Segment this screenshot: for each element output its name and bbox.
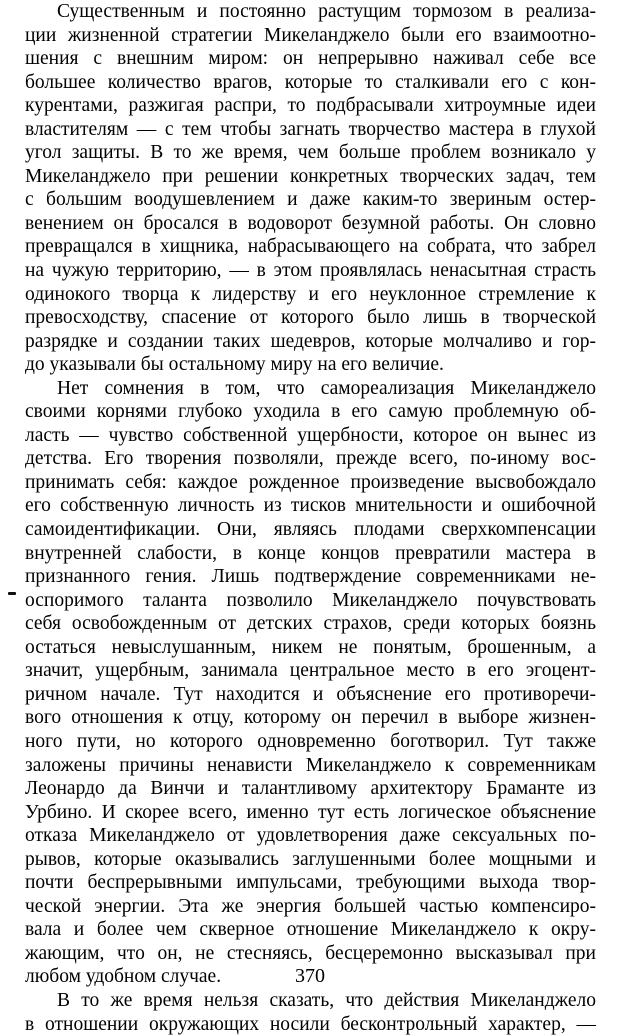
text-line: детства. Его творения позволяли, прежде всего, по-иному вос-	[25, 448, 596, 470]
text-line: венением он бросался в водоворот безумной работы. Он словно	[25, 212, 596, 234]
text-line: шения с внешним миром: он непрерывно наживал себе все	[25, 48, 596, 70]
text-line: Урбино. И скорее всего, именно тут есть логическое объяснение	[25, 801, 596, 823]
text-line: на чужую территорию, — в этом проявлялась ненасытная страсть	[25, 260, 596, 282]
text-line: ласть — чувство собственной ущербности, которое он вынес из	[25, 424, 596, 446]
body-text	[25, 0, 596, 1036]
text-line: Нет сомнения в том, что самореализация Микеланджело	[57, 377, 596, 399]
margin-mark	[8, 592, 16, 595]
text-line: в отношении окружающих носили бесконтрольный характер, —	[25, 1013, 596, 1035]
text-line: принимать себя: каждое рожденное произведение высвобождало	[25, 471, 596, 493]
text-line: властителям — с тем чтобы загнать творчество мастера в глухой	[25, 118, 596, 140]
text-line: большее количество врагов, которые то сталкивали его с кон-	[25, 71, 596, 93]
text-line: рывов, которые оказывались заглушенными более мощными и	[25, 848, 596, 870]
text-line: остаться невыслушанным, никем не понятым, брошенным, а	[25, 636, 596, 658]
text-line: Микеланджело при решении конкретных творческих задач, тем	[25, 165, 596, 187]
text-line: ческой энергии. Эта же энергия большей частью компенсиро-	[25, 895, 596, 917]
page-number: 370	[295, 965, 325, 987]
text-line: своими корнями глубоко уходила в его самую проблемную об-	[25, 401, 596, 423]
text-line: В то же время нельзя сказать, что действия Микеланджело	[57, 989, 596, 1011]
text-line: любом удобном случае.	[25, 966, 222, 988]
text-line: превосходству, спасение от которого было лишь в творческой	[25, 307, 596, 329]
text-line: себя освобожденным от детских страхов, среди которых боязнь	[25, 613, 596, 635]
text-line: превращался в хищника, набрасывающего на собрата, что забрел	[25, 236, 596, 258]
text-line: вала и более чем скверное отношение Микеланджело к окру-	[25, 919, 596, 941]
text-line: угол защиты. В то же время, чем больше проблем возникало у	[25, 142, 596, 164]
text-line: ричном начале. Тут находится и объяснение его противоречи-	[25, 683, 596, 705]
text-line: до указывали бы остальному миру на его величие.	[25, 354, 444, 376]
text-line: значит, ущербным, занимала центральное место в его эгоцент-	[25, 660, 596, 682]
text-line: жающим, что он, не стесняясь, бесцеремонно высказывал при	[25, 942, 596, 964]
text-line: заложены причины ненависти Микеланджело к современникам	[25, 754, 596, 776]
text-line: ции жизненной стратегии Микеланджело были его взаимоотно-	[25, 24, 596, 46]
text-line: курентами, разжигая распри, то подбрасывали хитроумные идеи	[25, 95, 596, 117]
text-line: Существенным и постоянно растущим тормозом в реализа-	[57, 1, 596, 22]
text-line: самоидентификации. Они, являясь плодами сверхкомпенсации	[25, 519, 596, 541]
text-line: признанного гения. Лишь подтверждение современниками не-	[25, 566, 596, 588]
text-line: оспоримого таланта позволило Микеланджело почувствовать	[25, 589, 596, 611]
text-line: ного пути, но которого одновременно боготворил. Тут также	[25, 730, 596, 752]
text-line: с большим воодушевлением и даже каким-то звериным остер-	[25, 189, 596, 211]
text-line: одинокого творца к лидерству и его неуклонное стремление к	[25, 283, 596, 305]
text-line: Леонардо да Винчи и талантливому архитектору Браманте из	[25, 778, 596, 800]
text-line: его собственную личность из тисков мнительности и ошибочной	[25, 495, 596, 517]
text-line: почти беспрерывными импульсами, требующими выхода твор-	[25, 872, 596, 894]
text-line: отказа Микеланджело от удовлетворения даже сексуальных по-	[25, 825, 596, 847]
text-line: вого отношения к отцу, которому он перечил в выборе жизнен-	[25, 707, 596, 729]
text-line: разрядке и создании таких шедевров, которые молчаливо и гор-	[25, 330, 596, 352]
text-line: внутренней слабости, в конце концов превратили мастера в	[25, 542, 596, 564]
